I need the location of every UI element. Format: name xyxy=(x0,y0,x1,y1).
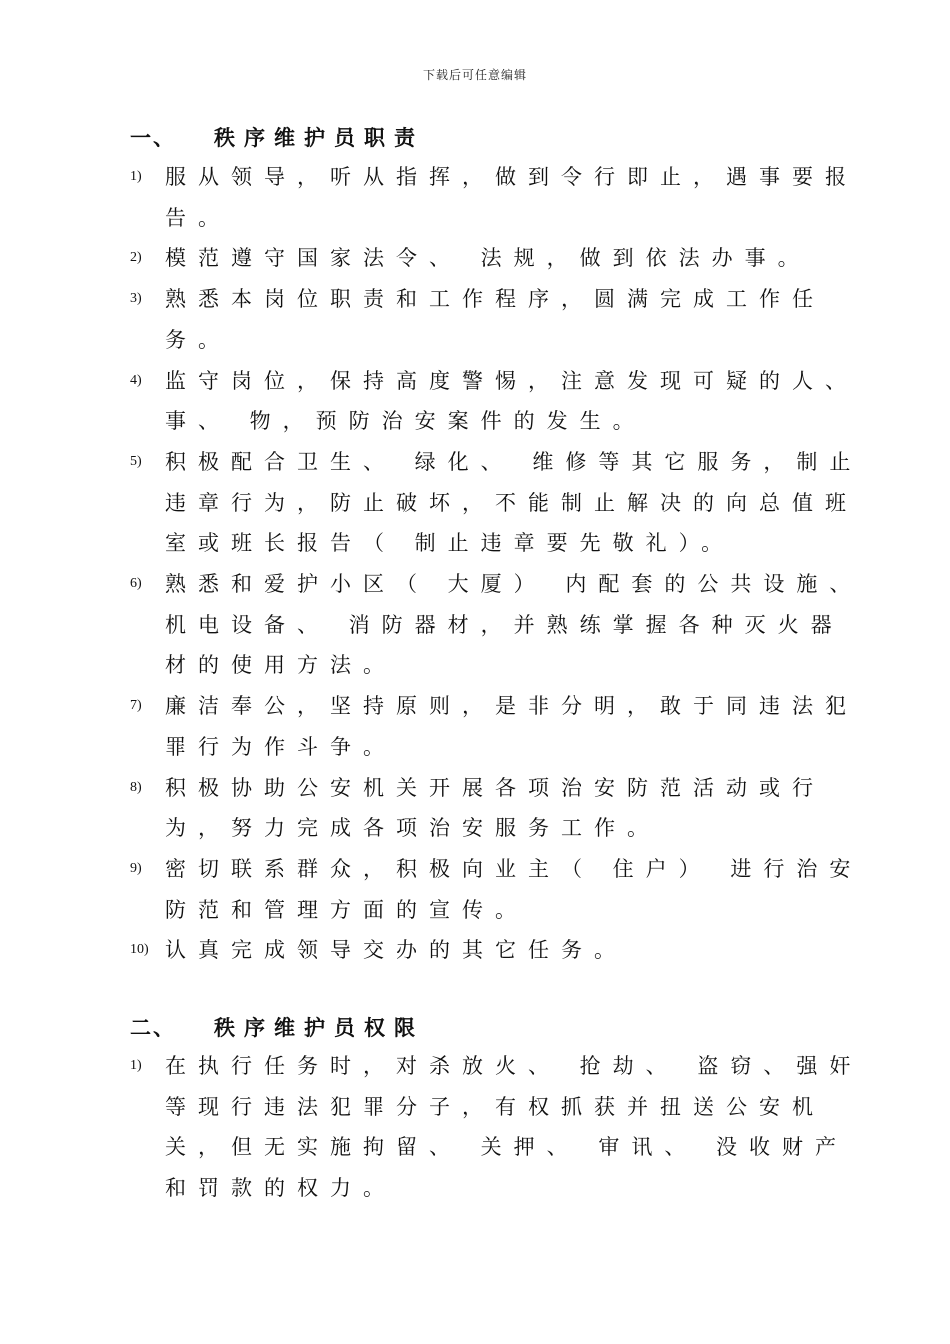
list-item-text: 熟悉和爱护小区（ 大厦） 内配套的公共设施、机电设备、 消防器材，并熟练掌握各种灭火器材的使用方法。 xyxy=(165,572,863,678)
list-marker: 3) xyxy=(130,291,142,307)
section-1-list xyxy=(130,157,870,971)
list-marker: 4) xyxy=(130,372,142,388)
list-item-text: 服从领导，听从指挥，做到令行即止，遇事要报告。 xyxy=(165,165,858,230)
list-item-text: 监守岗位，保持高度警惕，注意发现可疑的人、 事、 物，预防治安案件的发生。 xyxy=(165,368,858,434)
list-item xyxy=(130,279,870,360)
list-item-text: 熟悉本岗位职责和工作程序，圆满完成工作任务。 xyxy=(165,287,825,352)
section-1-title xyxy=(130,122,424,152)
list-item xyxy=(130,686,870,767)
list-marker: 1) xyxy=(130,169,142,184)
list-item xyxy=(130,564,870,686)
section-1-heading: 秩序维护员职责 xyxy=(214,125,424,150)
list-item xyxy=(130,361,870,442)
section-2-title xyxy=(130,1012,424,1042)
list-marker: 5) xyxy=(130,453,142,469)
section-2-list xyxy=(130,1046,870,1209)
list-item-text: 积极协助公安机关开展各项治安防范活动或行为，努力完成各项治安服务工作。 xyxy=(165,775,825,841)
list-item-text: 认真完成领导交办的其它任务。 xyxy=(165,938,627,963)
list-item xyxy=(130,157,870,238)
list-marker: 8) xyxy=(130,779,142,795)
list-item xyxy=(130,849,870,930)
list-marker: 7) xyxy=(130,698,142,714)
section-1-number: 一、 xyxy=(130,125,176,150)
list-item-text: 模范遵守国家法令、 法规，做到依法办事。 xyxy=(165,246,811,271)
list-marker: 10) xyxy=(130,942,149,958)
list-marker: 1) xyxy=(130,1058,142,1073)
list-item-text: 积极配合卫生、 绿化、 维修等其它服务，制止违章行为，防止破坏，不能制止解决的向总值班室或班长报告（ 制止违章要先敬礼）。 xyxy=(165,449,863,556)
list-item xyxy=(130,1046,870,1209)
list-marker: 2) xyxy=(130,250,142,266)
header-note: 下载后可任意编辑 xyxy=(422,68,527,82)
section-2-heading: 秩序维护员权限 xyxy=(214,1015,424,1040)
list-item-text: 在执行任务时，对杀放火、 抢劫、 盗窃、强奸等现行违法犯罪分子，有权抓获并扭送公安机关，但无实施拘留、 关押、 审讯、 没收财产和罚款的权力。 xyxy=(165,1054,863,1201)
list-item xyxy=(130,930,870,971)
list-item-text: 廉洁奉公，坚持原则，是非分明，敢于同违法犯罪行为作斗争。 xyxy=(165,694,858,759)
list-item xyxy=(130,442,870,564)
section-2-number: 二、 xyxy=(130,1015,176,1040)
list-item xyxy=(130,768,870,849)
list-item-text: 密切联系群众，积极向业主（ 住户） 进行治安防范和管理方面的宣传。 xyxy=(165,856,863,922)
list-item xyxy=(130,238,870,279)
list-marker: 9) xyxy=(130,860,142,876)
list-marker: 6) xyxy=(130,576,142,592)
